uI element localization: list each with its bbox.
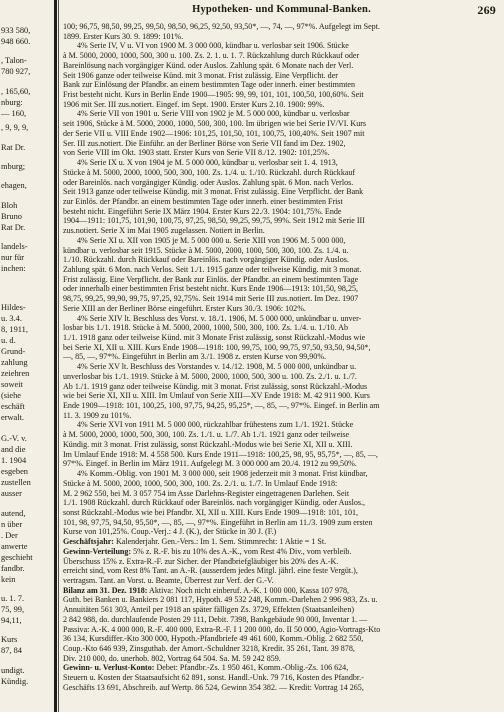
line-text: 1./1. 1908 Rückzahl. durch Rückkauf oder Bareinlös. nach vorgängiger Kündig. oder Auslos., <box>63 498 365 508</box>
line-text: zus.notiert. Serie X im Mai 1905 zugelassen. Notiert in Berlin. <box>63 226 265 236</box>
running-title: Hypotheken- und Kommunal-Banken. <box>192 4 371 15</box>
text-line <box>63 168 500 178</box>
section-heading: Geschäftsjahr: <box>63 537 114 547</box>
text-line <box>63 119 500 129</box>
page-number: 269 <box>477 4 496 17</box>
line-text: 4% Serie IX u. X von 1904 je M. 5 000 000, kündbar u. verlosbar seit 1. 4. 1913, <box>77 158 338 168</box>
line-text: oder Bareinlös. nach vorgängiger Kündig. oder Auslos. Zahlung spät. 6 Mon. nach Verlos. <box>63 177 354 187</box>
line-text: wie bei Serie XI, XII u. XIII. Im Umlauf von Serie XIII—XV Ende 1918: M. 42 911 900. Kurs <box>63 391 370 401</box>
line-text: Debet: Pfandbr.-Zs. 1 950 461, Komm.-Oblig.-Zs. 106 624, <box>154 663 349 673</box>
line-text: Passiva: A.-K. 4 000 000, R.-F. 400 000, Extra-R.-F. I 1 200 000, do. II 50 000, Agio-Vortrags-Kto <box>63 624 381 634</box>
column-rule-thick <box>54 0 57 712</box>
line-text: 97*%. Eingef. in Berlin im März 1911. Aufgelegt M. 3 000 000 am 20./4. 1912 zu 99,50%. <box>63 459 357 469</box>
text-line <box>63 90 500 100</box>
text-line <box>63 498 500 508</box>
line-text: Ende 1909—1918: 101, 100,25, 100, 97,75, 94,25, 95,25*, —, 85, —, 97*%. Eingef. in Berlin am <box>63 401 380 411</box>
text-line <box>63 566 500 576</box>
line-text: 4% Komm.-Oblig. von 1901 M. 3 000 000, seit 1908 jederzeit mit 3 monat. Frist kündbar, <box>77 469 368 479</box>
left-fragment: and die <box>1 445 26 454</box>
line-text: Seit 1913 ganze oder teilweise Kündig. mit 3 monat. Frist zulässig. Eine Verpflicht. der Bank <box>63 187 364 197</box>
line-text: sonst Rückzahl.-Modus wie bei Pfandbr. XI, XII u. XIII. Kurs Ende 1909—1918: 101, 101, <box>63 507 359 517</box>
line-text: Zahlung spät. 6 Mon. nach Verlos. Seit 1./1. 1915 ganze oder teilweise Kündig. mit 3 monat. <box>63 264 362 274</box>
line-text: 4% Serie XV lt. Beschluss des Vorstandes v. 14./12. 1908, M. 5 000 000, unkündbar u. <box>77 362 357 372</box>
line-text: Aktiva: Noch nicht einberuf. A.-K. 1 000 000, Kassa 107 978, <box>147 585 350 595</box>
line-text: besteht nicht. Eingeführt Serie IX März 1904. Erster Kurs 22./3. 1904: 101,75%. Ende <box>63 206 342 216</box>
text-line <box>63 71 500 81</box>
line-text: Steuern u. Kosten der Staatsaufsicht 62 891, sonst. Handl.-Unk. 79 716, Kosten des Pfandbr.- <box>63 673 364 683</box>
line-text: Bank zur Einlösung der Pfandbr. an einem bestimmten Tage oder innerh. einer bestimmten <box>63 80 356 90</box>
line-text: Stücke à M. 5000, 2000, 1000, 500, 300, 100. Zs. 2./1. u. 1./7. In Umlauf Ende 1918: <box>63 478 338 488</box>
section-heading: Gewinn-Verteilung: <box>63 546 132 556</box>
text-line <box>63 216 500 226</box>
left-fragment: 94,11, <box>1 616 22 625</box>
text-line <box>63 284 500 294</box>
left-fragment: (siehe <box>1 391 21 400</box>
text-line <box>63 615 500 625</box>
section-heading: Bilanz am 31. Dez. 1918: <box>63 585 148 595</box>
line-text: 11. 3. 1909 zu 101%. <box>63 410 132 420</box>
text-line <box>63 22 500 32</box>
line-text: vertragsm. Tant. an Vorst. u. Beamte, Überrest zur Verf. der G.-V. <box>63 575 274 585</box>
column-rule-thin <box>58 0 59 712</box>
line-text: 1906 mit Ser. III zus.notiert. Eingef. im Sept. 1900. Erster Kurs 2.10. 1900: 99%. <box>63 99 325 109</box>
text-line <box>63 80 500 90</box>
line-text: 1./1. 1918 ganz oder teilweise Künd. mit 3 Monate Frist zulässig, sonst Rückzahl.-Modus wie <box>63 333 366 342</box>
text-line <box>63 411 500 421</box>
line-text: 36 134, Kursdiffer.-Kto 300 000, Hypoth.-Pfandbriefe 49 461 600, Komm.-Oblig. 2 682 550, <box>63 634 364 644</box>
line-text: kündbar u. verlosbar seit 1915. Stücke à M. 5000, 2000, 1000, 500, 300, 100. Zs. 1./4. u. <box>63 245 349 255</box>
left-fragment: 948 660. <box>1 37 31 46</box>
line-text: Guth. bei Banken u. Bankiers 2 081 117, Hypoth. 49 532 248, Komm.-Darlehen 2 996 983, Zs. u. <box>63 595 378 605</box>
text-line <box>63 178 500 188</box>
line-text: Serie XIII an der Berliner Börse eingeführt. Erster Kurs 30./3. 1906: 102%. <box>63 303 306 313</box>
line-text: Ab 1./1. 1919 ganz oder teilweise Kündig. mit 3 monat. Frist zulässig, sonst Rückzahl.-Modus <box>63 381 368 391</box>
left-fragment: u. 1. 7. <box>1 594 25 603</box>
text-line <box>63 391 500 401</box>
left-fragment: nburg: <box>1 98 23 107</box>
text-line <box>63 450 500 460</box>
left-fragment: fandbr. <box>1 564 25 573</box>
left-fragment: Grund- <box>1 347 26 356</box>
text-line <box>63 459 500 469</box>
text-line <box>63 469 500 479</box>
text-line <box>63 323 500 333</box>
line-text: seit 1906, Stücke à M. 5000, 2000, 1000, 500, 300, 100. Im übrigen wie bei Serie IV/VI. Kurs <box>63 119 367 129</box>
line-text: —, 85, —, 97*%. Eingeführt in Berlin am 3./1. 1908 z. ersten Kurse von 99,90%. <box>63 352 327 362</box>
left-fragment: , 165,60, <box>1 87 31 96</box>
left-fragment: Bruno <box>1 212 22 221</box>
text-line <box>63 304 500 314</box>
text-line <box>63 129 500 139</box>
line-text: Stücke à M. 5000, 2000, 1000, 500, 300, 100. Zs. 1./4. u. 1./10. Rückzahl. durch Rückkauf <box>63 167 356 177</box>
line-text: 98,75, 99,25, 99,90, 99,75, 97,25, 92,75%. Seit 1914 mit Serie III zus.notiert. Im Dez. 1907 <box>63 294 359 304</box>
line-text: 4% Serie IV, V u. VI von 1900 M. 3 000 000, kündbar u. verlosbar seit 1906. Stücke <box>77 41 349 51</box>
left-fragment: , 9, 9, 9, <box>1 123 29 132</box>
line-text: 101, 98, 97,75, 94,50, 95,50*, —, 85, —, 97*%. Eingeführt in Berlin am 11./3. 1909 zum ersten <box>63 517 373 527</box>
text-line <box>63 673 500 683</box>
left-fragment: , Talon- <box>1 56 27 65</box>
line-text: erreicht sind, vom Rest 8% Tant. an A.-R. (ausserdem jedes Mitgl. jährl. eine feste Vergüt.), <box>63 566 358 576</box>
line-text: 4% Serie XVI von 1911 M. 5 000 000, rückzahlbar frühestens zum 1./1. 1921. Stücke <box>77 420 354 430</box>
left-fragment: soweit <box>1 380 23 389</box>
left-fragment: 8, 1911, <box>1 325 28 334</box>
line-text: der Serie VII u. VIII Ende 1902—1906: 101,25, 101,50, 101, 100,75, 100,40%. Seit 1907 mit <box>63 128 365 138</box>
line-text: Kurse von 101,25%. Coup.-Verj.: 4 J. (K.), der Stücke in 30 J. (F.) <box>63 527 277 537</box>
section-heading: Gewinn- u. Verlust-Konto: <box>63 663 155 673</box>
left-fragment: anwerte <box>1 542 28 551</box>
text-line <box>63 41 500 51</box>
text-line <box>63 527 500 537</box>
line-text: à M. 5000, 2000, 1000, 500, 300, 100. Zs. 1./1. u. 1./7. Ab 1./1. 1921 ganz oder teilweise <box>63 430 350 440</box>
text-line <box>63 372 500 382</box>
text-line <box>63 148 500 158</box>
line-text: 1904—1911: 101,75, 101,90, 100,75, 97,25, 98,50, 99,25, 99,75, 99%. Seit 1912 mit Serie III <box>63 216 365 226</box>
text-line <box>63 479 500 489</box>
line-text: Im Umlauf Ende 1918: M. 4 558 500. Kurs Ende 1911—1918: 100,25, 98, 95, 95,75*, —, 85, —, <box>63 449 378 459</box>
line-text: Coup.-Kto 646 939, Zinsguthab. der Amort.-Schuldner 3218, Kredit. 35 261, Tant. 39 878, <box>63 644 355 653</box>
left-fragment: geschieht <box>1 553 33 562</box>
left-fragment: kein <box>1 575 16 584</box>
line-text: 100; 96,75, 98,50, 99,25, 99,50, 98,50, 96,25, 92,50, 93,50*, —, 74, —, 97*%. Aufgelegt im Sept. <box>63 22 380 31</box>
line-text: zur Einlös. der Pfandbr. an einem bestimmten Tage oder innerh. einer bestimmten Frist <box>63 196 343 206</box>
text-line <box>63 236 500 246</box>
text-line <box>63 382 500 392</box>
text-line <box>63 586 500 596</box>
text-line <box>63 634 500 644</box>
left-fragment: autend, <box>1 509 26 518</box>
text-line <box>63 576 500 586</box>
text-line <box>63 362 500 372</box>
text-line <box>63 352 500 362</box>
line-text: 4% Serie XI u. XII von 1905 je M. 5 000 000 u. Serie XIII von 1906 M. 5 000 000, <box>77 235 346 245</box>
text-line <box>63 489 500 499</box>
line-text: 1899. Erster Kurs 30. 9. 1899: 101%. <box>63 31 184 41</box>
line-text: 4% Serie VII von 1901 u. Serie VIII von 1902 je M. 5 000 000, kündbar u. verlosbar <box>77 109 350 119</box>
text-line <box>63 314 500 324</box>
text-line <box>63 333 500 343</box>
text-line <box>63 683 500 693</box>
left-fragment: Hildes- <box>1 303 26 312</box>
left-fragment: erwalt. <box>1 413 25 422</box>
text-line <box>63 275 500 285</box>
left-fragment: Kündig. <box>1 677 29 686</box>
line-text: Frist zulässig. Eine Verpflicht. der Bank zur Einlös. der Pfandbr. an einem bestimmten Tage <box>63 274 359 284</box>
text-line <box>63 61 500 71</box>
text-line <box>63 518 500 528</box>
left-page-edge-fragments <box>0 0 54 712</box>
line-text: bei Serie XI, XII u. XIII. Kurs Ende 1908—1918: 100, 99,75, 100, 99,75, 97,50, 93,50, 94,50*, <box>63 342 371 352</box>
left-fragment: u. 3.4. <box>1 314 22 323</box>
left-fragment: zeiehren <box>1 369 30 378</box>
line-text: losbar bis 1./1. 1918. Stücke à M. 5000, 2000, 1000, 500, 300, 100. Zs. 1./4. u. 1./10. Ab <box>63 323 348 333</box>
text-line <box>63 51 500 61</box>
line-text: Div. 210 000, do. unerhob. 802, Vortrag 64 504. Sa. M. 59 242 859. <box>63 653 281 663</box>
left-fragment: 933 580, <box>1 26 31 35</box>
text-line <box>63 294 500 304</box>
main-column <box>63 4 500 710</box>
text-line <box>63 605 500 615</box>
text-line <box>63 139 500 149</box>
left-fragment: ehagen, <box>1 181 27 190</box>
left-fragment: zustellen <box>1 478 31 487</box>
left-fragment: inchen: <box>1 264 26 273</box>
line-text: oder innerhalb einer bestimmten Frist besteht nicht. Kurs Ende 1906—1913: 101,50, 98,25, <box>63 284 359 294</box>
left-fragment: 1. 1904 <box>1 456 27 465</box>
line-text: 4% Serie XIV lt. Beschluss des Vorst. v. 18./1. 1906, M. 5 000 000, unkündbar u. unver- <box>77 313 362 323</box>
left-fragment: esgeben <box>1 467 28 476</box>
left-fragment: 75, 99, <box>1 605 25 614</box>
left-fragment: eschäft <box>1 402 25 411</box>
left-fragment: landels- <box>1 242 28 251</box>
line-text: Überschuss 15% z. Extra-R.-F. zur Sicher. der Pfandbriefgläubiger bis 20% des A.-K. <box>63 556 339 566</box>
text-line <box>63 508 500 518</box>
text-line <box>63 420 500 430</box>
left-fragment: Kurs <box>1 635 18 644</box>
left-fragment: u. d. <box>1 336 16 345</box>
left-fragment: 780 927, <box>1 67 31 76</box>
line-text: Frist besteht nicht. Kurs in Berlin Ende 1900—1905: 99, 99, 101, 101, 100,50, 100,60%. Seit <box>63 90 364 100</box>
text-line <box>63 226 500 236</box>
line-text: 2 842 988, do. durchlaufende Posten 29 111, Debit. 7398, Bankgebäude 90 000, Inventar 1. — <box>63 614 368 624</box>
left-fragment: G.-V. v. <box>1 434 27 443</box>
text-line <box>63 625 500 635</box>
text-line <box>63 644 500 654</box>
text-line <box>63 100 500 110</box>
text-line <box>63 32 500 42</box>
left-fragment: . Der <box>1 531 18 540</box>
left-fragment: 87, 84 <box>1 646 22 655</box>
left-fragment: mburg; <box>1 162 26 171</box>
text-line <box>63 663 500 673</box>
page-header <box>63 4 500 18</box>
left-fragment: Rat Dr. <box>1 223 26 232</box>
text-line <box>63 547 500 557</box>
text-line <box>63 401 500 411</box>
left-fragment: — 160, <box>1 109 27 118</box>
line-text: à M. 5000, 2000, 1000, 500, 300 u. 100. Zs. 2. 1. u. 1. 7. Rückzahlung durch Rückkauf oder <box>63 51 360 61</box>
line-text: Kalenderjahr. Gen.-Vers.: Im 1. Sem. Stimmrecht: 1 Aktie = 1 St. <box>113 537 327 547</box>
text-line <box>63 440 500 450</box>
line-text: Geschäfts 13 691, Abschreib. auf Wertp. 86 524, Gewinn 354 382. — Kredit: Vortrag 14 265, <box>63 682 364 692</box>
line-text: 5% z. R.-F. bis zu 10% des A.-K., vom Rest 4% Div., vom verbleib. <box>131 546 352 556</box>
text-line <box>63 654 500 664</box>
text-line <box>63 187 500 197</box>
left-fragment: Bloh <box>1 201 18 210</box>
line-text: Annuitäten 561 303, Anteil per 1918 an später fälligen Zs. 3729, Effekten (Staatsanleihen) <box>63 605 355 615</box>
left-fragment: nur für <box>1 253 25 262</box>
line-text: von Serie VIII im Okt. 1903 statt. Erster Kurs von Serie VII 8./12. 1902: 101,25%. <box>63 148 330 158</box>
left-fragment: ausser <box>1 489 22 498</box>
text-line <box>63 109 500 119</box>
text-line <box>63 207 500 217</box>
text-line <box>63 557 500 567</box>
left-fragment: zahlung <box>1 358 28 367</box>
text-line <box>63 595 500 605</box>
line-text: 1./10. Rückzahl. durch Rückkauf oder Bareinlös. nach vorgängiger Kündig. oder Auslos. <box>63 255 349 265</box>
left-fragment: undigt. <box>1 666 25 675</box>
text-line <box>63 255 500 265</box>
line-text: unverlosbar bis 1./1. 1919. Stücke à M. 5000, 2000, 1000, 500, 300 u. 100. Zs. 2./1. u. 1./7. <box>63 371 357 381</box>
line-text: M. 2 962 550, bei M. 3 057 754 im Asse Darlehns-Register eingetragenen Darlehen. Seit <box>63 488 350 498</box>
text-line <box>63 537 500 547</box>
left-fragment: n über <box>1 520 23 529</box>
body-text <box>63 22 500 693</box>
line-text: Bareinlösung nach vorgängiger Künd. oder Auslos. Zahlung spät. 6 Monate nach der Verl. <box>63 60 354 70</box>
left-fragment: Rat Dr. <box>1 143 26 152</box>
text-line <box>63 197 500 207</box>
text-line <box>63 158 500 168</box>
line-text: Kündig. mit 3 monat. Frist zulässig, sonst Rückzahl.-Modus wie bei Serie XI, XII u. XIII. <box>63 439 353 449</box>
line-text: Ser. III zus.notiert. Die Einführ. an der Berliner Börse von Serie VII fand im Dez. 1902, <box>63 138 346 148</box>
text-line <box>63 246 500 256</box>
line-text: Seit 1906 ganze oder teilweise Künd. mit 3 monat. Frist zulässig. Eine Verpflicht. der <box>63 70 338 80</box>
text-line <box>63 430 500 440</box>
text-line <box>63 265 500 275</box>
text-line <box>63 343 500 353</box>
